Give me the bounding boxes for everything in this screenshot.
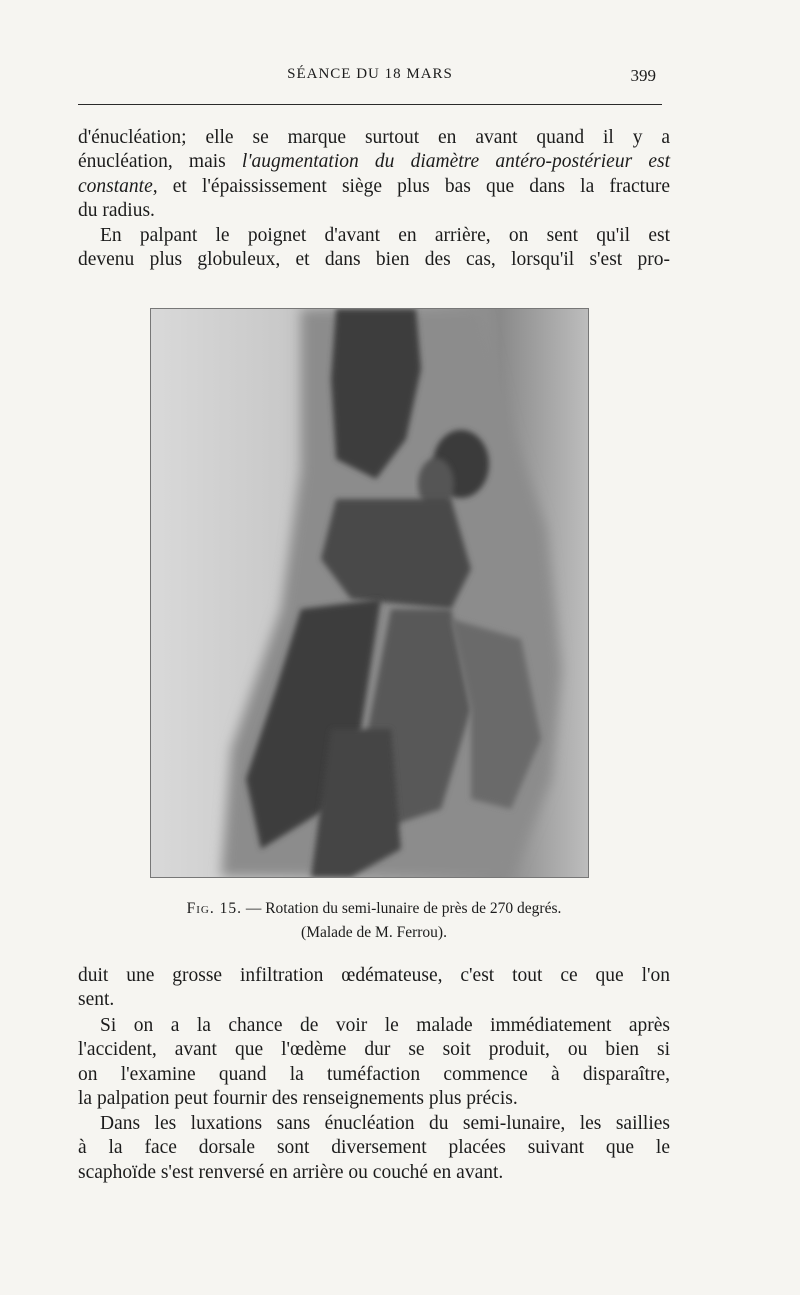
text-line <box>78 150 670 174</box>
text-line: du radius. <box>78 200 155 222</box>
text-line: En palpant le poignet d'avant en arrière, on sent qu'il est <box>100 225 670 246</box>
figure-credit-line <box>78 922 670 944</box>
page-header <box>78 66 662 94</box>
text-segment: énucléation, mais <box>78 151 226 173</box>
text-line: à la face dorsale sont diversement placées suivant que le <box>78 1137 670 1159</box>
xray-image <box>151 309 588 877</box>
text-line: scaphoïde s'est renversé en arrière ou couché en avant. <box>78 1161 504 1183</box>
text-line <box>78 175 670 199</box>
text-line: la palpation peut fournir des renseignements plus précis. <box>78 1088 518 1110</box>
header-rule <box>78 104 662 105</box>
figure-credit: (Malade de M. Ferrou). <box>301 924 447 941</box>
paragraph-3 <box>78 964 670 1013</box>
text-line: on l'examine quand la tuméfaction commence à disparaître, <box>78 1063 670 1085</box>
text-line: sent. <box>78 989 115 1011</box>
paragraph-1 <box>78 126 670 224</box>
figure-caption-text: — Rotation du semi-lunaire de près de 270 degrés. <box>245 900 562 917</box>
page-number: 399 <box>630 66 656 85</box>
text-line: duit une grosse infiltration œdémateuse, c'est tout ce que l'on <box>78 965 670 986</box>
figure-label: Fig. 15. <box>186 900 242 917</box>
text-line: Si on a la chance de voir le malade immédiatement après <box>100 1015 670 1036</box>
text-line: Dans les luxations sans énucléation du semi-lunaire, les saillies <box>100 1113 670 1134</box>
paragraph-2 <box>78 224 670 273</box>
figure-caption <box>78 898 670 920</box>
paragraph-4 <box>78 1014 670 1112</box>
text-line: l'accident, avant que l'œdème dur se soit produit, ou bien si <box>78 1039 670 1061</box>
running-head: SÉANCE DU 18 MARS <box>287 66 453 82</box>
text-line: d'énucléation; elle se marque surtout en avant quand il y a <box>78 127 670 148</box>
emphasis-text: constante, <box>78 175 158 197</box>
xray-figure <box>150 308 589 878</box>
text-line: devenu plus globuleux, et dans bien des cas, lorsqu'il s'est pro- <box>78 249 670 271</box>
emphasis-text: l'augmentation du diamètre antéro-postérieur est <box>241 151 671 173</box>
paragraph-5 <box>78 1112 670 1185</box>
text-segment: et l'épaississement siège plus bas que dans la fracture <box>172 175 670 197</box>
